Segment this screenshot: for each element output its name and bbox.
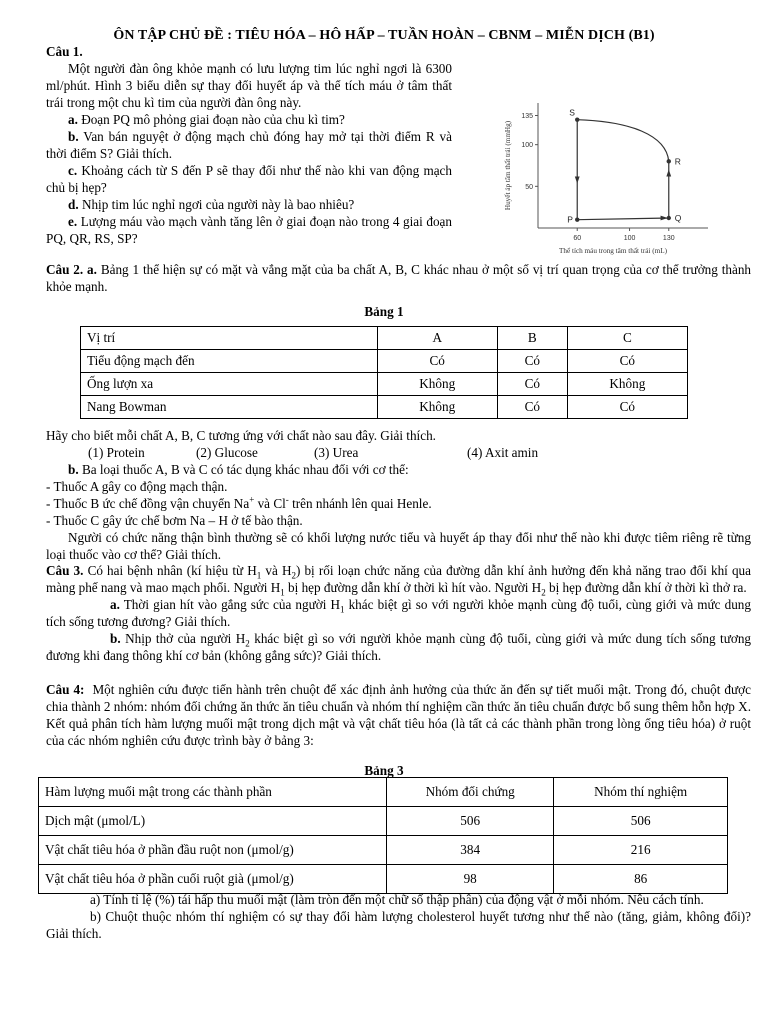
point-label-s: S <box>569 107 575 118</box>
option-3: (3) Urea <box>314 445 359 460</box>
q2-intro: Câu 2. a. Bảng 1 thể hiện sự có mặt và vắng mặt của ba chất A, B, C khác nhau ở một số vị trí quan trọng của cơ thể trưởng thành khỏe mạnh. <box>46 262 752 294</box>
table-header-cell: Hàm lượng muối mật trong các thành phần <box>39 778 387 807</box>
direction-arrow <box>575 176 580 183</box>
table-cell: Có <box>567 350 687 373</box>
pressure-volume-chart <box>498 88 720 260</box>
x-axis-label: Thể tích máu trong tâm thất trái (mL) <box>559 247 667 255</box>
point-r <box>667 159 671 163</box>
q1-part-b: b. Van bán nguyệt ở động mạch chủ đóng hay mở tại thời điểm R và thời điểm S? Giải thích. <box>46 129 452 161</box>
table-1-title: Bảng 1 <box>364 304 404 319</box>
table-cell: 384 <box>387 836 554 865</box>
drug-b: - Thuốc B ức chế đồng vận chuyển Na+ và Cl- trên nhánh lên quai Henle. <box>46 494 432 511</box>
y-axis-label: Huyết áp tâm thất trái (mmHg) <box>504 120 512 211</box>
q4-intro: Câu 4: Một nghiên cứu được tiến hành trên chuột để xác định ảnh hưởng của thức ăn đến sự tiết muối mật. Trong đó, chuột được chia thành 2 nhóm: nhóm đối chứng ăn thức ăn tiêu chuẩn và nhóm thí nghiệm cần thức ăn tiêu chuẩn được bổ sung thêm hỗn hợp X. Kết quả phân tích hàm lượng muối mật trong dịch mật và vật chất tiêu hóa (là tất cả các thành phần trong lòng ống tiêu hóa) ở ruột của các nhóm nghiên cứu được trình bày ở bảng 3: <box>46 682 751 748</box>
x-tick-label: 60 <box>573 235 582 242</box>
table-header-row <box>39 778 728 807</box>
pv-loop-line <box>577 120 669 220</box>
table-cell: 216 <box>554 836 728 865</box>
direction-arrow <box>666 169 671 176</box>
question-4 <box>46 681 751 749</box>
table-row <box>39 865 728 894</box>
question-4-parts <box>46 891 751 942</box>
q4-part-a: a) Tính tỉ lệ (%) tái hấp thu muối mật (làm tròn đến một chữ số thập phân) của động vật ở mỗi nhóm. Nêu cách tính. <box>90 892 704 907</box>
x-tick-label: 100 <box>623 235 636 242</box>
table-header-cell: A <box>377 327 497 350</box>
option-2: (2) Glucose <box>196 445 258 460</box>
table-cell: Có <box>497 350 567 373</box>
q2-options <box>46 444 751 461</box>
table-row <box>39 836 728 865</box>
q3-part-b: b. Nhịp thở của người $H_2$ khác biệt gì so với người khỏe mạnh cùng độ tuổi, cùng giới và mức dung tích sống tương đương khi đang thông khí cơ bản (không gắng sức)? Giải thích. <box>46 631 752 663</box>
table-cell: Không <box>377 396 497 419</box>
table-cell: 98 <box>387 865 554 894</box>
q2-ask: Hãy cho biết mỗi chất A, B, C tương ứng với chất nào sau đây. Giải thích. <box>46 428 436 443</box>
q1-part-a: a. Đoạn PQ mô phỏng giai đoạn nào của chu kì tim? <box>68 112 345 127</box>
table-cell: Có <box>497 373 567 396</box>
table-header-cell: Nhóm đối chứng <box>387 778 554 807</box>
table-3 <box>38 777 728 894</box>
table-header-cell: Nhóm thí nghiệm <box>554 778 728 807</box>
x-tick-label: 130 <box>662 235 675 242</box>
point-q <box>667 216 671 220</box>
table-header-cell: C <box>567 327 687 350</box>
q3-part-a: a. Thời gian hít vào gắng sức của người $H_1$ khác biệt gì so với người khỏe mạnh cùng độ tuổi, cùng giới và mức dung tích sống tương đương? Giải thích. <box>46 597 751 629</box>
table-row <box>39 807 728 836</box>
option-4: (4) Axit amin <box>467 445 539 460</box>
question-3 <box>46 562 751 664</box>
table-cell: Có <box>567 396 687 419</box>
table-cell: Không <box>377 373 497 396</box>
table-cell: Dịch mật (μmol/L) <box>39 807 387 836</box>
table-cell: 506 <box>554 807 728 836</box>
table-header-cell: B <box>497 327 567 350</box>
table-cell: Không <box>567 373 687 396</box>
q1-part-c: c. Khoảng cách từ S đến P sẽ thay đổi như thế nào khi van động mạch chủ bị hẹp? <box>46 163 453 195</box>
q2-part-b: b. Ba loại thuốc A, B và C có tác dụng khác nhau đối với cơ thể: <box>68 462 409 477</box>
table-cell: Vật chất tiêu hóa ở phần cuối ruột già (μmol/g) <box>39 865 387 894</box>
point-label-r: R <box>674 156 681 167</box>
option-1: (1) Protein <box>88 445 145 460</box>
drug-c: - Thuốc C gây ức chế bơm Na – H ở tế bào thận. <box>46 513 303 528</box>
q2-closing: Người có chức năng thận bình thường sẽ có khối lượng nước tiểu và huyết áp thay đổi như thế nào khi được tiêm riêng rẽ từng loại thuốc vào cơ thể? Giải thích. <box>46 530 751 562</box>
table-3-title: Bảng 3 <box>364 763 404 778</box>
table-1 <box>80 326 688 419</box>
table-header-row <box>81 327 688 350</box>
table-cell: Có <box>497 396 567 419</box>
point-label-p: P <box>567 214 573 225</box>
page-title: ÔN TẬP CHỦ ĐỀ : TIÊU HÓA – HÔ HẤP – TUẦN HOÀN – CBNM – MIỄN DỊCH (B1) <box>113 28 655 43</box>
y-tick-label: 50 <box>525 183 533 191</box>
table-row <box>81 373 688 396</box>
table-row <box>81 396 688 419</box>
q1-part-e: e. Lượng máu vào mạch vành tăng lên ở giai đoạn nào trong 4 giai đoạn PQ, QR, RS, SP? <box>46 214 453 246</box>
table-cell: Ống lượn xa <box>81 373 378 396</box>
table-cell: 86 <box>554 865 728 894</box>
point-p <box>575 217 579 221</box>
question-2-continued <box>46 427 751 563</box>
y-tick-label: 135 <box>521 113 533 120</box>
table-header-cell: Vị trí <box>81 327 378 350</box>
table-row <box>81 350 688 373</box>
question-1 <box>46 43 452 247</box>
table-cell: Vật chất tiêu hóa ở phần đầu ruột non (μmol/g) <box>39 836 387 865</box>
question-2 <box>46 261 751 295</box>
q1-part-d: d. Nhịp tim lúc nghỉ ngơi của người này là bao nhiêu? <box>68 197 355 212</box>
y-tick-label: 100 <box>521 142 533 150</box>
q3-intro: Câu 3. Có hai bệnh nhân (kí hiệu từ $H_1$ và $H_2$) bị rối loạn chức năng của đường dẫn khí ảnh hưởng đến khả năng trao đổi khí qua màng phế nang và mao mạch phổi. Người $H_1$ bị hẹp đường dẫn khí ở thời kì hít vào. Người $H_2$ bị hẹp đường dẫn khí ở thời kì thở ra. <box>46 563 751 598</box>
table-cell: Có <box>377 350 497 373</box>
q1-intro: Một người đàn ông khỏe mạnh có lưu lượng tim lúc nghỉ ngơi là 6300 ml/phút. Hình 3 biểu diễn sự thay đổi huyết áp và thể tích máu ở tâm thất trái trong một chu kì tim của người đàn ông này. <box>46 61 452 110</box>
q1-label: Câu 1. <box>46 44 83 59</box>
table-cell: Tiểu động mạch đến <box>81 350 378 373</box>
point-label-q: Q <box>674 213 682 223</box>
drug-a: - Thuốc A gây co động mạch thận. <box>46 479 228 494</box>
table-cell: 506 <box>387 807 554 836</box>
q4-part-b: b) Chuột thuộc nhóm thí nghiệm có sự thay đổi hàm lượng cholesterol huyết tương như thế nào (tăng, giảm, không đổi)? Giải thích. <box>46 909 751 941</box>
point-s <box>575 117 579 121</box>
table-cell: Nang Bowman <box>81 396 378 419</box>
